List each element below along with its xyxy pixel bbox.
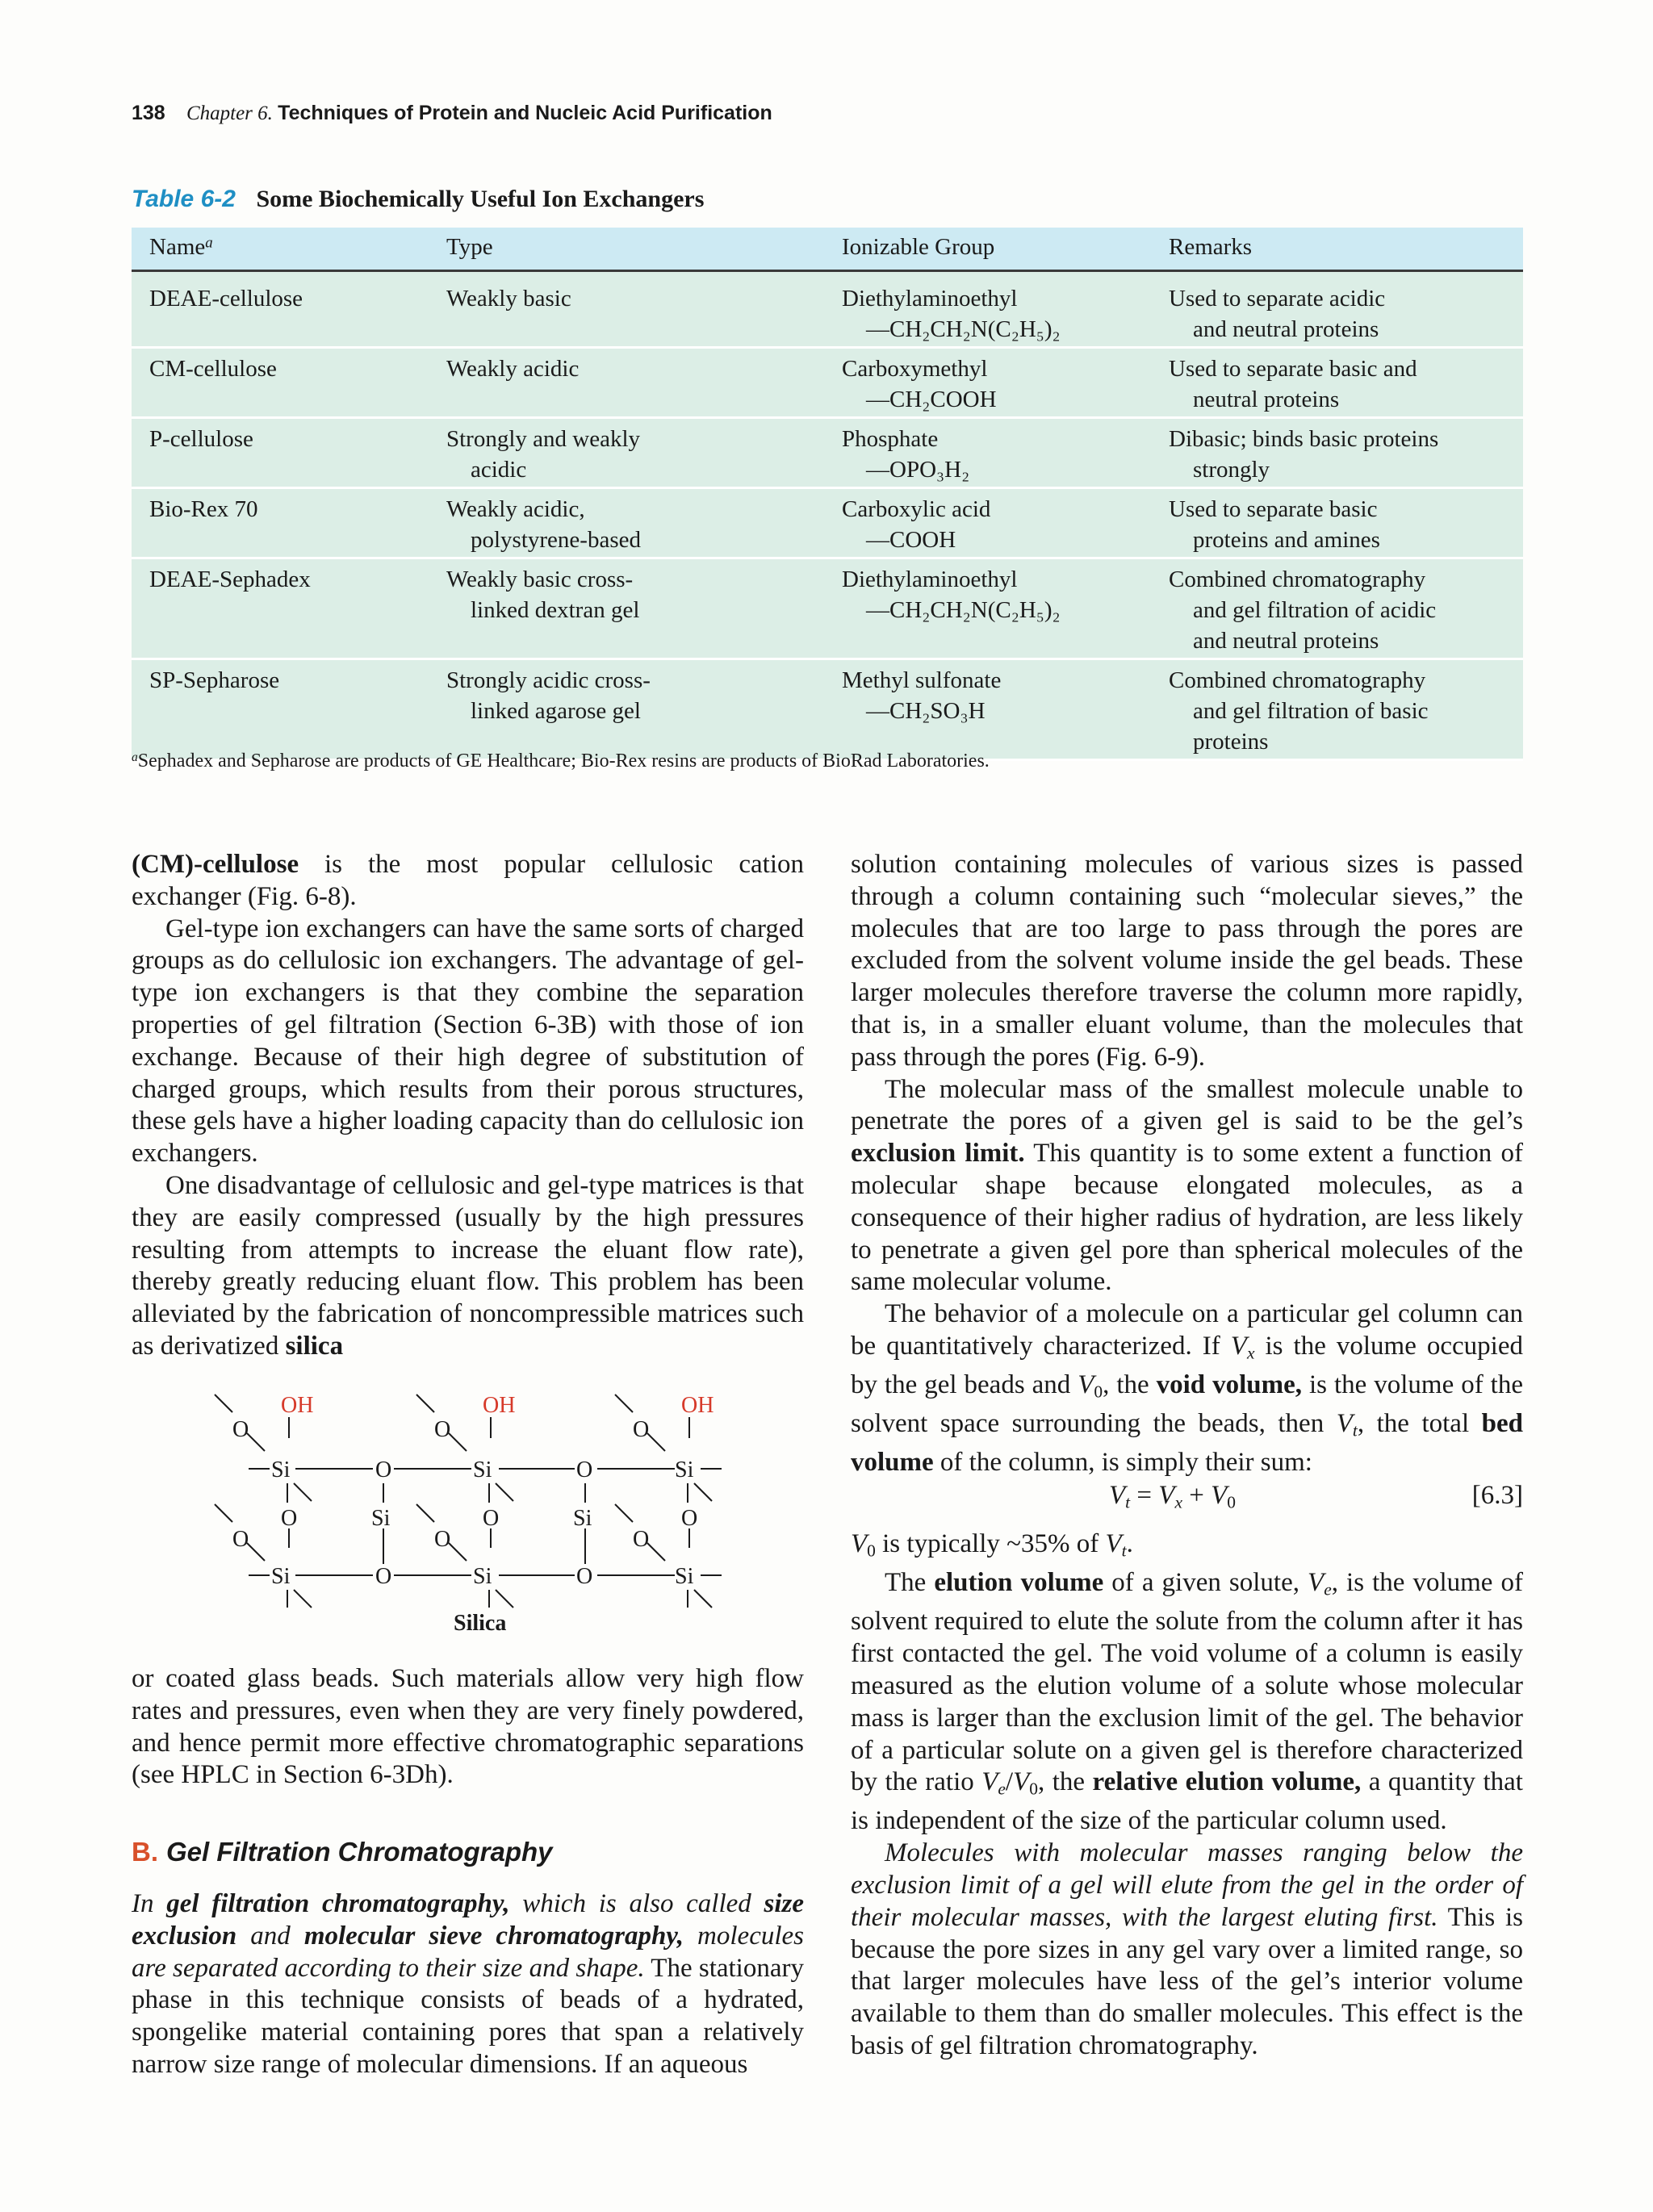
cell-group-formula: —COOH: [866, 527, 956, 553]
paragraph: One disadvantage of cellulosic and gel-type matrices is that they are easily compressed (usually by the high pressures resulting from attempts to increase the eluant flow rate), thereby greatly reducing eluant flow. This problem has been alleviated by the fabrication of noncompressible matrices such as derivatized silica: [132, 1170, 804, 1361]
cell-remarks: Combined chromatography: [1169, 667, 1426, 693]
cell-group-formula: —CH₂CH₂N(C₂H₅)₂: [866, 316, 1061, 342]
o-label: O: [576, 1564, 593, 1589]
cell-remarks: neutral proteins: [1193, 387, 1340, 412]
silica-structure-figure: [194, 1386, 759, 1645]
silica-label: Silica: [454, 1611, 507, 1636]
oh-label: OH: [681, 1393, 714, 1418]
cell-name: P-cellulose: [149, 426, 253, 452]
table-title: Some Biochemically Useful Ion Exchangers: [256, 186, 705, 212]
cell-type: linked agarose gel: [471, 698, 641, 724]
header-ionizable-group: Ionizable Group: [842, 234, 995, 260]
si-label: Si: [675, 1564, 694, 1589]
cell-name: CM-cellulose: [149, 356, 277, 382]
si-label: Si: [371, 1506, 391, 1531]
cell-remarks: Used to separate basic and: [1169, 356, 1417, 382]
si-label: Si: [271, 1564, 291, 1589]
oh-label: OH: [483, 1393, 516, 1418]
paragraph: Gel-type ion exchangers can have the same sorts of charged groups as do cellulosic ion exchangers. The advantage of gel-type ion exchangers is that they combine the separation properties of gel filtration (Section 6-3B) with those of ion exchange. Because of their high degree of substitution of charged groups, which results from their porous structures, these gels have a higher loading capacity than do cellulosic ion exchangers.: [132, 914, 804, 1169]
equation-6-3: [851, 1481, 1523, 1513]
cell-group-name: Methyl sulfonate: [842, 667, 1002, 693]
left-column-continued: [132, 1663, 804, 1792]
paragraph: or coated glass beads. Such materials allow very high flow rates and pressures, even when they are very finely powdered, and hence permit more effective chromatographic separations (see HPLC in Section 6-3Dh).: [132, 1664, 804, 1790]
paragraph: The elution volume of a given solute, $V_e$, is the volume of solvent required to elute the solute from the column after it has first contacted the gel. The void volume of a column is easily measured as the elution volume of a solute whose molecular mass is larger than the exclusion limit of the gel. The behavior of a particular solute on a given gel is therefore characterized by the ratio $V_e/V_0$, the relative elution volume, a quantity that is independent of the size of the particular column used.: [851, 1568, 1523, 1836]
cell-group-name: Diethylaminoethyl: [842, 567, 1018, 592]
cell-type: Weakly acidic: [446, 356, 580, 382]
o-label: O: [434, 1417, 451, 1442]
cell-remarks: Dibasic; binds basic proteins: [1169, 426, 1439, 452]
table-header-row: [132, 228, 1523, 272]
cell-group-name: Diethylaminoethyl: [842, 286, 1018, 312]
o-label: O: [281, 1506, 298, 1531]
cell-type: Strongly acidic cross-: [446, 667, 651, 693]
ion-exchanger-table: [132, 228, 1523, 761]
running-header: [132, 102, 772, 125]
section-heading: B. Gel Filtration Chromatography: [132, 1837, 553, 1867]
header-remarks: Remarks: [1169, 234, 1253, 260]
cell-group-name: Phosphate: [842, 426, 939, 452]
cell-type: Weakly acidic,: [446, 496, 585, 522]
cell-group-formula: —CH₂COOH: [866, 387, 997, 412]
chapter-label: Chapter 6.: [186, 102, 273, 124]
cell-type: linked dextran gel: [471, 597, 640, 623]
cell-group-formula: —CH₂SO₃H: [866, 698, 986, 724]
cell-remarks: and neutral proteins: [1193, 316, 1379, 342]
cell-remarks: proteins: [1193, 729, 1269, 755]
table-caption: [132, 186, 704, 213]
o-label: O: [633, 1527, 650, 1552]
cell-type: Strongly and weakly: [446, 426, 641, 452]
si-label: Si: [473, 1564, 492, 1589]
paragraph: $V_0$ is typically ~35% of $V_t$.: [851, 1529, 1133, 1561]
right-column-continued: [851, 1528, 1523, 2063]
table-footnote: $^a$Sephadex and Sepharose are products of GE Healthcare; Bio-Rex resins are products of BioRad Laboratories.: [132, 751, 990, 772]
header-type: Type: [446, 234, 493, 260]
paragraph: The molecular mass of the smallest molecule unable to penetrate the pores of a given gel is said to be the gel’s exclusion limit. This quantity is to some extent a function of molecular shape because elongated molecules, as a consequence of their higher radius of hydration, are less likely to penetrate a given gel pore than spherical molecules of the same molecular volume.: [851, 1074, 1523, 1297]
cell-type: acidic: [471, 457, 527, 483]
o-label: O: [375, 1457, 392, 1482]
cell-name: SP-Sepharose: [149, 667, 280, 693]
o-label: O: [681, 1506, 698, 1531]
equation-formula: $V_t = V_x + V_0$: [1109, 1481, 1236, 1512]
left-column: [132, 849, 804, 1363]
table-number: Table 6-2: [132, 186, 236, 212]
paragraph: Molecules with molecular masses ranging below the exclusion limit of a gel will elute from the gel in the order of their molecular masses, with the largest eluting first. This is because the pore sizes in any gel vary over a limited range, so that larger molecules have less of the gel’s interior volume available to them than do smaller molecules. This effect is the basis of gel filtration chromatography.: [851, 1838, 1523, 2061]
o-label: O: [633, 1417, 650, 1442]
equation-number: [6.3]: [1471, 1481, 1523, 1510]
chapter-title: Techniques of Protein and Nucleic Acid Purification: [278, 102, 772, 124]
cell-type: polystyrene-based: [471, 527, 641, 553]
cell-remarks: Combined chromatography: [1169, 567, 1426, 592]
table-row: [132, 559, 1523, 660]
paragraph: (CM)-cellulose is the most popular cellulosic cation exchanger (Fig. 6-8).: [132, 850, 804, 911]
cell-remarks: and neutral proteins: [1193, 628, 1379, 654]
o-label: O: [232, 1417, 249, 1442]
paragraph: In gel filtration chromatography, which is also called size exclusion and molecular sieve chromatography, molecules are separated according to their size and shape. The stationary phase in this technique consists of beads of a hydrated, spongelike material containing pores that span a relatively narrow size range of molecular dimensions. If an aqueous: [132, 1889, 805, 2079]
cell-type: Weakly basic: [446, 286, 571, 312]
cell-group-formula: —OPO₃H₂: [866, 457, 970, 483]
cell-group-name: Carboxymethyl: [842, 356, 988, 382]
o-label: O: [576, 1457, 593, 1482]
cell-remarks: and gel filtration of basic: [1193, 698, 1429, 724]
oh-label: OH: [281, 1393, 314, 1418]
cell-group-formula: —CH₂CH₂N(C₂H₅)₂: [866, 597, 1061, 623]
cell-name: DEAE-cellulose: [149, 286, 303, 312]
si-label: Si: [473, 1457, 492, 1482]
table-row: [132, 660, 1523, 761]
table-row: [132, 272, 1523, 349]
o-label: O: [375, 1564, 392, 1589]
cell-name: DEAE-Sephadex: [149, 567, 311, 592]
left-column-section-text: [132, 1888, 804, 2081]
paragraph: The behavior of a molecule on a particular gel column can be quantitatively characterized. If $V_x$ is the volume occupied by the gel beads and $V_0$, the void volume, is the volume of the solvent space surrounding the beads, then $V_t$, the total bed volume of the column, is simply their sum:: [851, 1299, 1524, 1478]
si-label: Si: [573, 1506, 592, 1531]
cell-type: Weakly basic cross-: [446, 567, 634, 592]
o-label: O: [232, 1527, 249, 1552]
header-name: Name$^a$: [149, 234, 213, 260]
cell-remarks: strongly: [1193, 457, 1270, 483]
table-row: [132, 419, 1523, 489]
paragraph: solution containing molecules of various sizes is passed through a column containing such “molecular sieves,” the molecules that are too large to pass through the pores are excluded from the solvent volume inside the gel beads. These larger molecules therefore traverse the column more rapidly, that is, in a smaller eluant volume, than the molecules that pass through the pores (Fig. 6-9).: [851, 850, 1523, 1072]
o-label: O: [434, 1527, 451, 1552]
cell-name: Bio-Rex 70: [149, 496, 258, 522]
cell-remarks: Used to separate basic: [1169, 496, 1378, 522]
table-row: [132, 349, 1523, 419]
right-column: [851, 849, 1523, 1479]
page-number: 138: [132, 102, 165, 124]
cell-remarks: proteins and amines: [1193, 527, 1380, 553]
si-label: Si: [271, 1457, 291, 1482]
cell-remarks: Used to separate acidic: [1169, 286, 1386, 312]
si-label: Si: [675, 1457, 694, 1482]
cell-remarks: and gel filtration of acidic: [1193, 597, 1437, 623]
table-row: [132, 489, 1523, 559]
cell-group-name: Carboxylic acid: [842, 496, 991, 522]
o-label: O: [483, 1506, 500, 1531]
